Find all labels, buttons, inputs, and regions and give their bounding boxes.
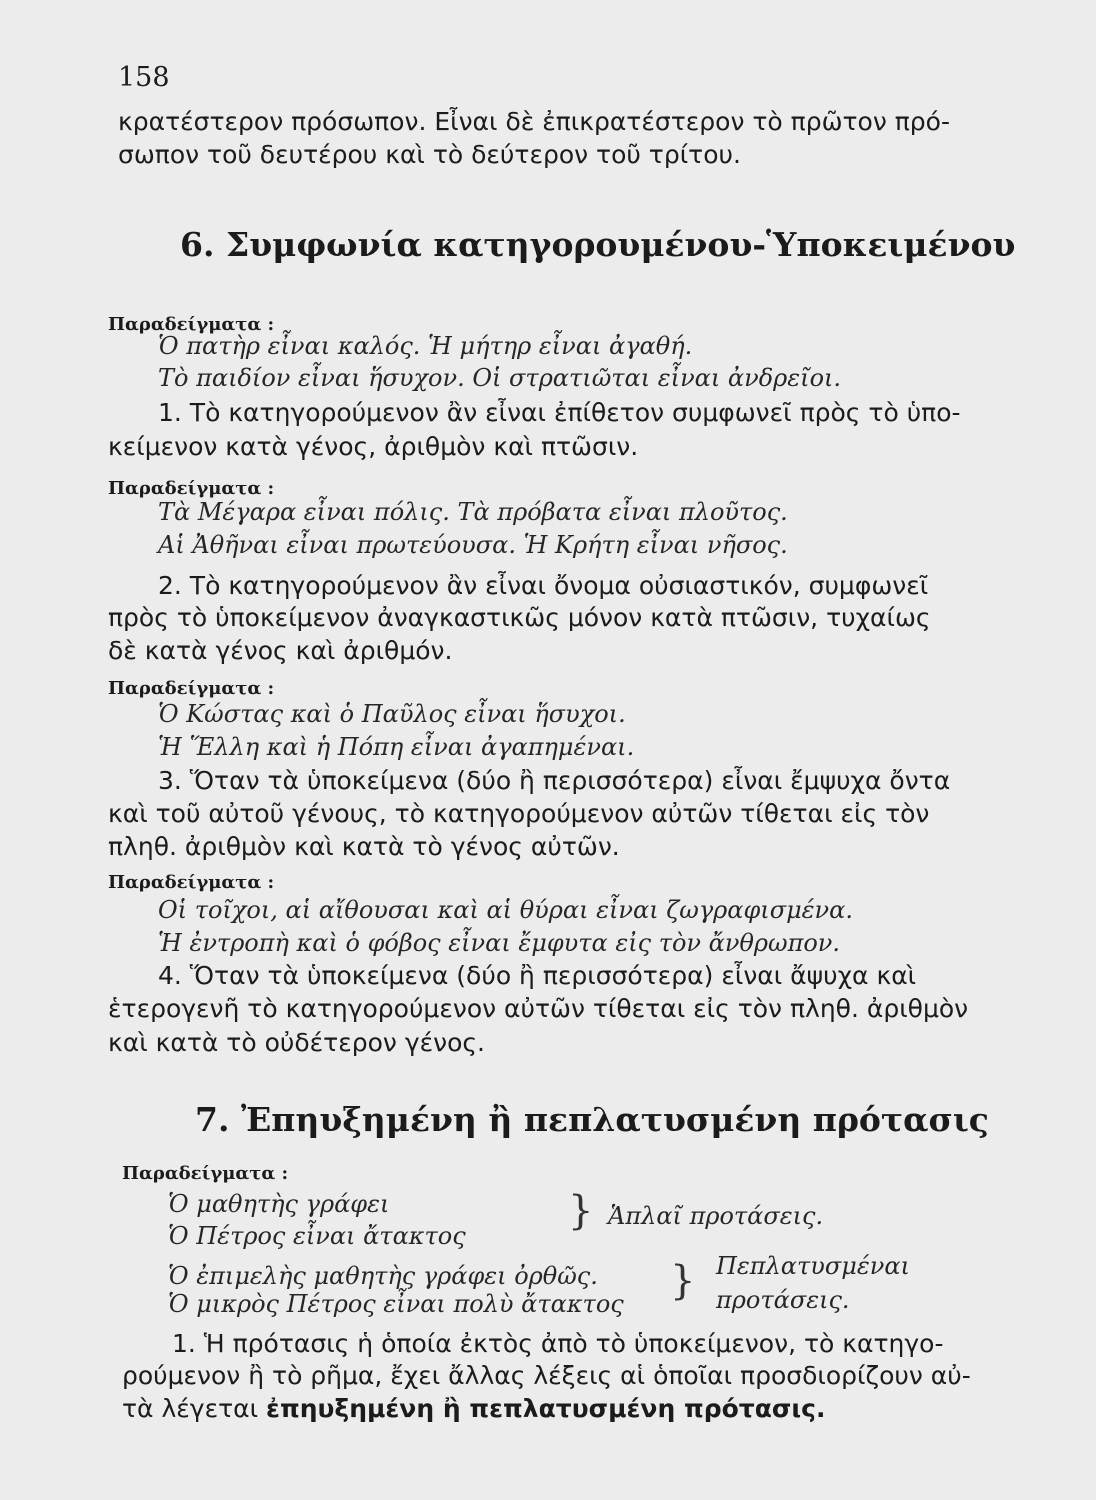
example-line: Ὁ μαθητὴς γράφει [168, 1190, 390, 1218]
definition-term: ἐπηυξημένη ἢ πεπλατυσμένη πρότασις. [266, 1394, 826, 1423]
intro-line-2: σωπον τοῦ δευτέρου καὶ τὸ δεύτερον τοῦ τρίτου. [118, 140, 741, 169]
rule-1-line-2: κείμενον κατὰ γένος, ἀριθμὸν καὶ πτῶσιν. [108, 432, 639, 461]
intro-line-1: κρατέστερον πρόσωπον. Εἶναι δὲ ἐπικρατέστερον τὸ πρῶτον πρό- [118, 107, 950, 136]
example-line: Αἱ Ἀθῆναι εἶναι πρωτεύουσα. Ἡ Κρήτη εἶναι νῆσος. [158, 531, 788, 559]
rule-2-line-2: πρὸς τὸ ὑποκείμενον ἀναγκαστικῶς μόνον κατὰ πτῶσιν, τυχαίως [108, 603, 931, 632]
simple-sentences-label: Ἁπλαῖ προτάσεις. [608, 1202, 824, 1230]
example-line: Τὰ Μέγαρα εἶναι πόλις. Τὰ πρόβατα εἶναι πλοῦτος. [158, 498, 788, 526]
extended-sentences-label: Πεπλατυσμέναι [716, 1252, 910, 1280]
definition-line-1: 1. Ἡ πρότασις ἡ ὁποία ἐκτὸς ἀπὸ τὸ ὑποκείμενον, τὸ κατηγο- [172, 1329, 944, 1358]
example-line: Ὁ ἐπιμελὴς μαθητὴς γράφει ὀρθῶς. [168, 1262, 598, 1290]
rule-1-line-1: 1. Τὸ κατηγορούμενον ἂν εἶναι ἐπίθετον συμφωνεῖ πρὸς τὸ ὑπο- [158, 398, 961, 427]
example-line: Ἡ ἐντροπὴ καὶ ὁ φόβος εἶναι ἔμφυτα εἰς τὸν ἄνθρωπον. [158, 929, 841, 957]
extended-sentences-label: προτάσεις. [716, 1286, 850, 1314]
example-line: Ὁ πατὴρ εἶναι καλός. Ἡ μήτηρ εἶναι ἀγαθή. [158, 332, 693, 360]
example-line: Ὁ Πέτρος εἶναι ἄτακτος [168, 1222, 466, 1250]
examples-label: Παραδείγματα : [122, 1163, 289, 1184]
rule-4-line-2: ἑτερογενῆ τὸ κατηγορούμενον αὐτῶν τίθεται εἰς τὸν πληθ. ἀριθμὸν [108, 994, 969, 1023]
definition-line-2: ρούμενον ἢ τὸ ρῆμα, ἔχει ἄλλας λέξεις αἱ ὁποῖαι προσδιορίζουν αὐ- [122, 1361, 971, 1390]
rule-4-line-3: καὶ κατὰ τὸ οὐδέτερον γένος. [108, 1028, 486, 1057]
rule-2-line-3: δὲ κατὰ γένος καὶ ἀριθμόν. [108, 636, 453, 665]
example-line: Ὁ μικρὸς Πέτρος εἶναι πολὺ ἄτακτος [168, 1290, 624, 1318]
example-line: Οἱ τοῖχοι, αἱ αἴθουσαι καὶ αἱ θύραι εἶναι ζωγραφισμένα. [158, 896, 853, 924]
section-6-heading: 6. Συμφωνία κατηγορουμένου-Ὑποκειμένου [180, 225, 1016, 264]
right-brace-icon: } [670, 1258, 696, 1304]
examples-label: Παραδείγματα : [108, 678, 275, 699]
rule-2-line-1: 2. Τὸ κατηγορούμενον ἂν εἶναι ὄνομα οὐσιαστικόν, συμφωνεῖ [158, 571, 929, 600]
rule-4-line-1: 4. Ὅταν τὰ ὑποκείμενα (δύο ἢ περισσότερα) εἶναι ἄψυχα καὶ [158, 961, 917, 990]
example-line: Τὸ παιδίον εἶναι ἥσυχον. Οἱ στρατιῶται εἶναι ἀνδρεῖοι. [158, 364, 842, 392]
examples-label: Παραδείγματα : [108, 314, 275, 335]
examples-label: Παραδείγματα : [108, 478, 275, 499]
rule-3-line-1: 3. Ὅταν τὰ ὑποκείμενα (δύο ἢ περισσότερα) εἶναι ἔμψυχα ὄντα [158, 766, 951, 795]
examples-label: Παραδείγματα : [108, 872, 275, 893]
right-brace-icon: } [568, 1188, 594, 1234]
section-7-heading: 7. Ἐπηυξημένη ἢ πεπλατυσμένη πρότασις [195, 1100, 989, 1139]
page-number: 158 [118, 62, 170, 93]
definition-line-3 [122, 1393, 825, 1425]
example-line: Ὁ Κώστας καὶ ὁ Παῦλος εἶναι ἥσυχοι. [158, 700, 626, 728]
rule-3-line-3: πληθ. ἀριθμὸν καὶ κατὰ τὸ γένος αὐτῶν. [108, 832, 620, 861]
rule-3-line-2: καὶ τοῦ αὐτοῦ γένους, τὸ κατηγορούμενον αὐτῶν τίθεται εἰς τὸν [108, 799, 930, 828]
definition-text: τὰ λέγεται [122, 1394, 259, 1423]
example-line: Ἡ Ἕλλη καὶ ἡ Πόπη εἶναι ἀγαπημέναι. [158, 733, 635, 761]
